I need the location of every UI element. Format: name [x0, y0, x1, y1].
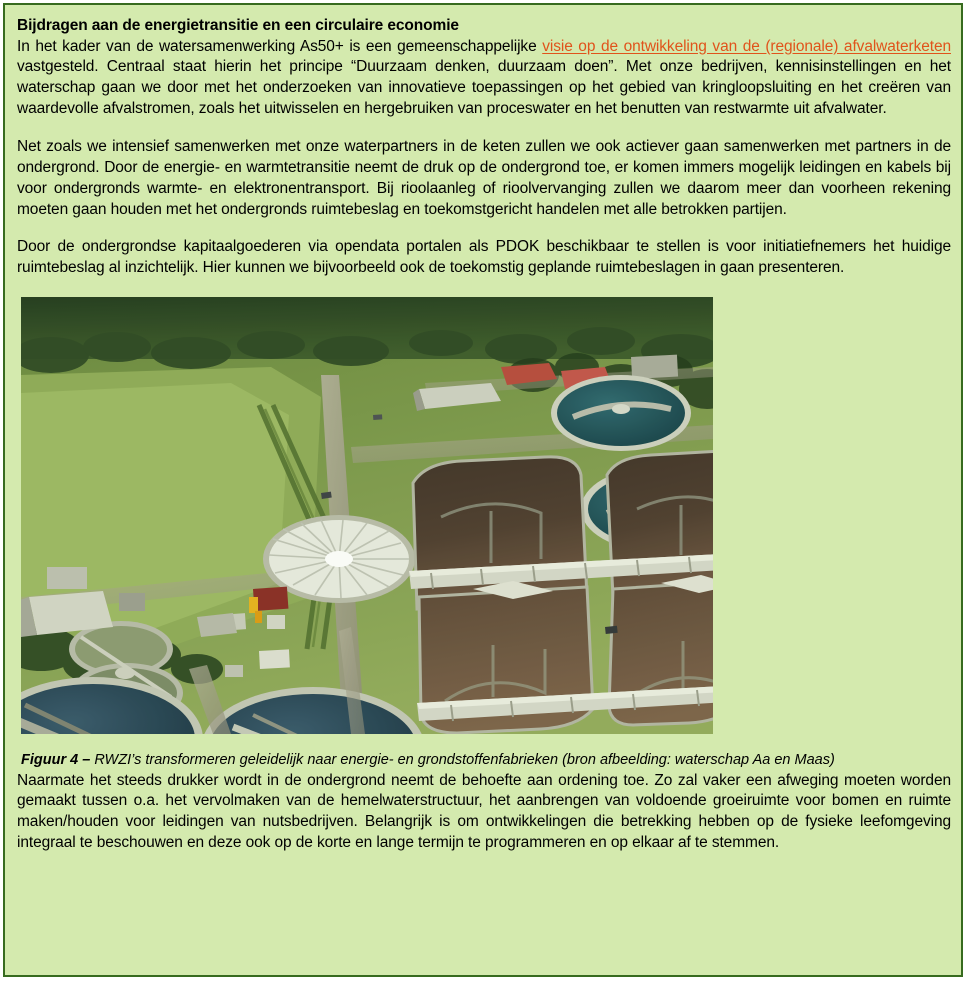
figure-4-caption-text: RWZI’s transformeren geleidelijk naar energie- en grondstoffenfabrieken (bron afbeelding: waterschap Aa en Maas) — [94, 752, 835, 769]
paragraph-1 — [17, 37, 951, 120]
afvalwaterketen-visie-link[interactable]: visie op de ontwikkeling van de (regionale) afvalwaterketen — [542, 37, 951, 55]
page-title: Bijdragen aan de energietransitie en een circulaire economie — [17, 17, 459, 34]
figure-4-image — [21, 297, 713, 734]
document-page — [3, 3, 963, 977]
paragraph-1-before-link: In het kader van de watersamenwerking As50+ is een gemeenschappelijke — [17, 37, 543, 55]
paragraph-4: Naarmate het steeds drukker wordt in de ondergrond neemt de behoefte aan ordening toe. Zo zal vaker een afweging moeten worden gemaakt tussen o.a. het vervolmaken van de hemelwaterstructuur, het aanbrengen van voldoende groeiruimte voor bomen en ruimte maken/houden voor leidingen van nutsbedrijven. Belangrijk is om ontwikkelingen die betrekking hebben op de fysieke leefomgeving integraal te beschouwen en deze ook op de korte en lange termijn te programmeren en op elkaar af te stemmen. — [17, 771, 951, 852]
document-content — [5, 5, 961, 862]
paragraph-1-after-link: vastgesteld. Centraal staat hierin het principe “Duurzaam denken, duurzaam doen”. Met onze bedrijven, kennisinstellingen en het waterschap gaan we door met het onderzoeken van innovatieve toepassingen op het gebied van kringloopsluiting en het creëren van waardevolle afvalstromen, zoals het uitwisselen en hergebruiken van proceswater en het benutten van restwarmte uit afvalwater. — [17, 58, 951, 118]
paragraph-2: Net zoals we intensief samenwerken met onze waterpartners in de keten zullen we ook actiever gaan samenwerken met partners in de ondergrond. Door de energie- en warmtetransitie neemt de druk op de ondergrond toe, er komen immers mogelijk leidingen en kabels bij voor ondergronds warmte- en elektronentransport. Bij rioolaanleg of rioolvervanging zullen we daarom meer dan voorheen rekening moeten gaan houden met het ondergronds ruimtebeslag en toekomstgericht handelen met alle betrokken partijen. — [17, 137, 951, 218]
figure-4-caption — [21, 751, 835, 771]
rwzi-aerial-photo-illustration — [21, 297, 713, 734]
figure-4 — [21, 297, 835, 771]
paragraph-3: Door de ondergrondse kapitaalgoederen via opendata portalen als PDOK beschikbaar te stellen is voor initiatiefnemers het huidige ruimtebeslag al inzichtelijk. Hier kunnen we bijvoorbeeld ook de toekomstig geplande ruimtebeslagen in gaan presenteren. — [17, 238, 951, 277]
figure-4-caption-label: Figuur 4 – — [21, 752, 95, 769]
